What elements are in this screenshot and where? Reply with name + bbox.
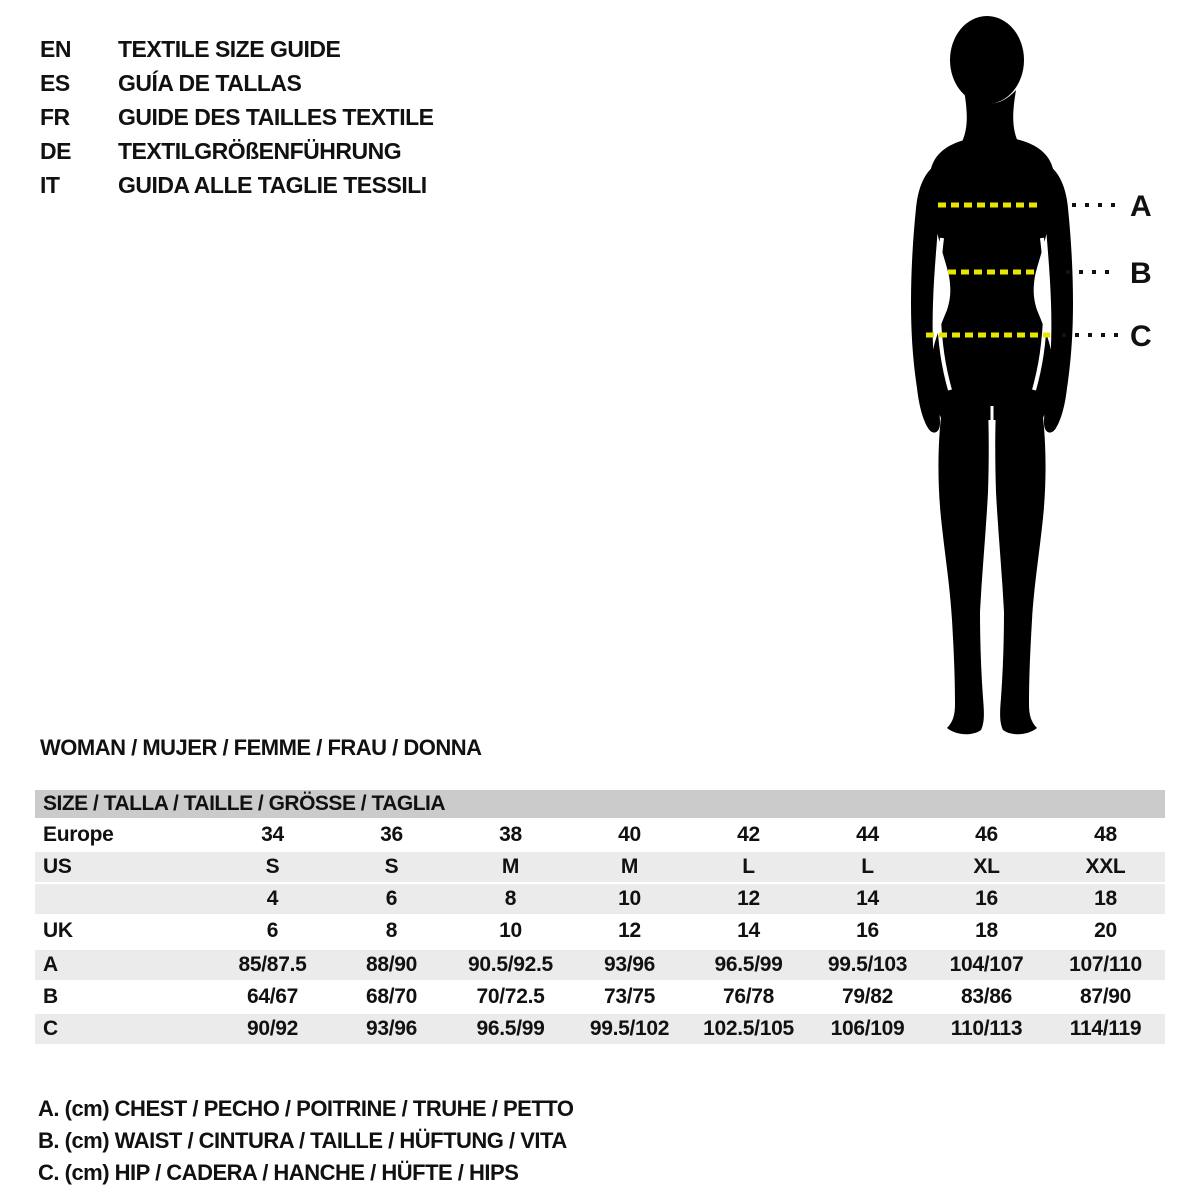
language-list: [40, 32, 434, 202]
size-value: 12: [737, 887, 760, 910]
size-value: S: [384, 855, 399, 878]
size-value: 18: [975, 919, 998, 942]
size-value: XXL: [1085, 855, 1126, 878]
language-title: GUÍA DE TALLAS: [118, 69, 302, 96]
chest-marker-label: A: [1130, 190, 1152, 223]
size-value: 90/92: [246, 1017, 299, 1040]
table-row-c: [35, 1014, 1165, 1044]
size-value: 44: [856, 823, 879, 846]
table-row-us: [35, 852, 1165, 882]
measurement-legend: [38, 1093, 573, 1189]
size-value: 107/110: [1069, 953, 1142, 976]
language-row-it: [40, 168, 434, 202]
size-table: [35, 790, 1165, 1046]
row-label: Europe: [43, 823, 114, 846]
size-value: 14: [856, 887, 879, 910]
measurement-labels: [1130, 190, 1152, 353]
size-value: 20: [1094, 919, 1117, 942]
size-value: 106/109: [830, 1017, 905, 1040]
size-table-header: SIZE / TALLA / TAILLE / GRÖSSE / TAGLIA: [35, 790, 1165, 818]
size-value: 12: [618, 919, 641, 942]
size-value: L: [742, 855, 755, 878]
size-value: 6: [266, 919, 279, 942]
row-label: A: [43, 953, 58, 976]
size-value: 40: [618, 823, 641, 846]
row-label: B: [43, 985, 58, 1008]
size-value: 18: [1094, 887, 1117, 910]
legend-chest: A. (cm) CHEST / PECHO / POITRINE / TRUHE / PETTO: [38, 1096, 574, 1121]
size-value: M: [620, 855, 639, 878]
size-value: M: [501, 855, 520, 878]
size-value: 8: [385, 919, 398, 942]
size-value: 93/96: [603, 953, 656, 976]
language-code: ES: [40, 69, 70, 96]
language-code: IT: [40, 171, 60, 198]
language-title: GUIDA ALLE TAGLIE TESSILI: [118, 171, 427, 198]
size-value: 110/113: [950, 1017, 1023, 1040]
size-value: 114/119: [1069, 1017, 1142, 1040]
size-value: 64/67: [246, 985, 299, 1008]
size-value: 16: [856, 919, 879, 942]
size-value: 96.5/99: [476, 1017, 545, 1040]
row-label: C: [43, 1017, 58, 1040]
size-value: 96.5/99: [714, 953, 783, 976]
legend-waist: B. (cm) WAIST / CINTURA / TAILLE / HÜFTUNG / VITA: [38, 1128, 567, 1153]
size-value: 68/70: [365, 985, 418, 1008]
language-code: EN: [40, 35, 71, 62]
measurement-diagram: [880, 8, 1180, 738]
size-value: 88/90: [365, 953, 418, 976]
table-row-a: [35, 950, 1165, 980]
size-value: 70/72.5: [476, 985, 545, 1008]
language-row-es: [40, 66, 434, 100]
hip-marker-label: C: [1130, 320, 1152, 353]
section-title: WOMAN / MUJER / FEMME / FRAU / DONNA: [40, 735, 482, 760]
language-row-de: [40, 134, 434, 168]
table-row-europe: [35, 820, 1165, 850]
size-value: 76/78: [722, 985, 775, 1008]
row-label: US: [43, 855, 72, 878]
size-value: 16: [975, 887, 998, 910]
language-title: TEXTILE SIZE GUIDE: [118, 35, 341, 62]
size-value: 102.5/105: [703, 1017, 794, 1040]
size-value: 10: [618, 887, 641, 910]
row-label: UK: [43, 919, 73, 942]
size-value: 90.5/92.5: [468, 953, 553, 976]
size-value: 10: [499, 919, 522, 942]
size-value: L: [861, 855, 874, 878]
language-row-en: [40, 32, 434, 66]
size-value: 38: [499, 823, 522, 846]
language-row-fr: [40, 100, 434, 134]
size-value: 34: [261, 823, 284, 846]
waist-marker-label: B: [1130, 257, 1152, 290]
size-value: 93/96: [365, 1017, 418, 1040]
size-value: 8: [504, 887, 517, 910]
size-value: 73/75: [603, 985, 656, 1008]
woman-silhouette-icon: [911, 16, 1073, 734]
size-value: 99.5/102: [589, 1017, 670, 1040]
size-value: 85/87.5: [238, 953, 307, 976]
table-row-us-numeric: [35, 884, 1165, 914]
language-title: TEXTILGRÖßENFÜHRUNG: [118, 137, 402, 164]
size-value: 4: [266, 887, 279, 910]
size-value: 46: [975, 823, 998, 846]
size-value: S: [265, 855, 280, 878]
table-row-b: [35, 982, 1165, 1012]
size-value: 48: [1094, 823, 1117, 846]
size-value: 36: [380, 823, 403, 846]
table-row-uk: [35, 916, 1165, 946]
size-value: 79/82: [841, 985, 894, 1008]
legend-hip: C. (cm) HIP / CADERA / HANCHE / HÜFTE / HIPS: [38, 1160, 519, 1185]
row-label: [35, 884, 213, 914]
size-value: 42: [737, 823, 760, 846]
size-value: XL: [973, 855, 1000, 878]
size-value: 104/107: [949, 953, 1024, 976]
language-title: GUIDE DES TAILLES TEXTILE: [118, 103, 434, 130]
size-value: 87/90: [1079, 985, 1132, 1008]
size-value: 99.5/103: [827, 953, 908, 976]
size-value: 14: [737, 919, 760, 942]
size-value: 6: [385, 887, 398, 910]
size-value: 83/86: [960, 985, 1013, 1008]
language-code: FR: [40, 103, 70, 130]
language-code: DE: [40, 137, 71, 164]
